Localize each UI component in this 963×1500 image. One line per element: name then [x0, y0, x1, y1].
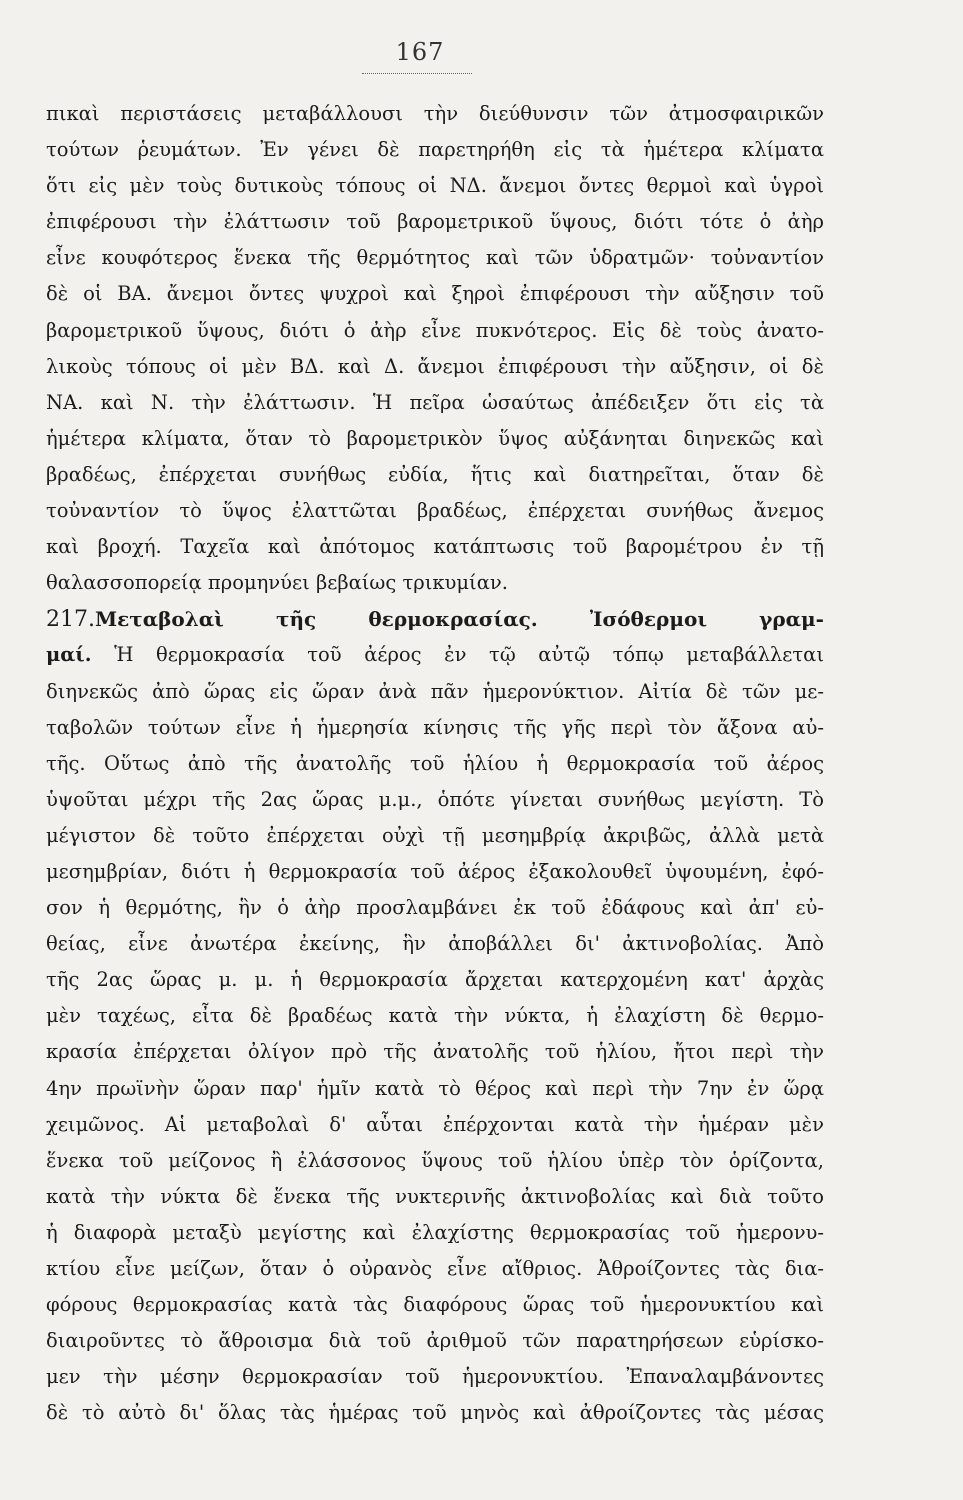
body-text: [46, 96, 824, 1431]
text-line: τούτων ῥευμάτων. Ἐν γένει δὲ παρετηρήθη εἰς τὰ ἡμέτερα κλίματα: [46, 138, 824, 162]
text-line: δὲ τὸ αὐτὸ δι' ὅλας τὰς ἡμέρας τοῦ μηνὸς καὶ ἀθροίζοντες τὰς μέσας: [46, 1401, 824, 1425]
text-line: δὲ οἱ ΒΑ. ἄνεμοι ὄντες ψυχροὶ καὶ ξηροὶ ἐπιφέρουσι τὴν αὔξησιν τοῦ: [46, 282, 824, 306]
section-title: Μεταβολαὶ τῆς θερμοκρασίας. Ἰσόθερμοι γραμ-: [94, 607, 824, 632]
text-line: τοὐναντίον τὸ ὕψος ἐλαττῶται βραδέως, ἐπέρχεται συνήθως ἄνεμος: [46, 499, 824, 523]
section-number: 217.: [46, 607, 95, 633]
text-line: μὲν ταχέως, εἶτα δὲ βραδέως κατὰ τὴν νύκτα, ἡ ἐλαχίστη δὲ θερμο-: [46, 1004, 824, 1028]
text-line: ἡ διαφορὰ μεταξὺ μεγίστης καὶ ἐλαχίστης θερμοκρασίας τοῦ ἡμερονυ-: [46, 1220, 824, 1244]
text-line: μεσημβρίαν, διότι ἡ θερμοκρασία τοῦ ἀέρος ἐξακολουθεῖ ὑψουμένη, ἐφό-: [46, 859, 824, 883]
text-line: ὑψοῦται μέχρι τῆς 2ας ὥρας μ.μ., ὁπότε γίνεται συνήθως μεγίστη. Τὸ: [46, 787, 824, 811]
text-line: λικοὺς τόπους οἱ μὲν ΒΔ. καὶ Δ. ἄνεμοι ἐπιφέρουσι τὴν αὔξησιν, οἱ δὲ: [46, 354, 824, 378]
text-line: μέγιστον δὲ τοῦτο ἐπέρχεται οὐχὶ τῇ μεσημβρίᾳ ἀκριβῶς, ἀλλὰ μετὰ: [46, 823, 824, 847]
text-line: διαιροῦντες τὸ ἄθροισμα διὰ τοῦ ἀριθμοῦ τῶν παρατηρήσεων εὑρίσκο-: [46, 1329, 824, 1353]
text-line: μεν τὴν μέσην θερμοκρασίαν τοῦ ἡμερονυκτίου. Ἐπαναλαμβάνοντες: [46, 1365, 824, 1389]
text-line: τῆς 2ας ὥρας μ. μ. ἡ θερμοκρασία ἄρχεται κατερχομένη κατ' ἀρχὰς: [46, 968, 824, 992]
text-line: ὅτι εἰς μὲν τοὺς δυτικοὺς τόπους οἱ ΝΔ. ἄνεμοι ὄντες θερμοὶ καὶ ὑγροὶ: [46, 174, 824, 198]
text-line: θείας, εἶνε ἀνωτέρα ἐκείνης, ἣν ἀποβάλλει δι' ἀκτινοβολίας. Ἀπὸ: [46, 932, 824, 956]
text-line: φόρους θερμοκρασίας κατὰ τὰς διαφόρους ὥρας τοῦ ἡμερονυκτίου καὶ: [46, 1293, 824, 1317]
text-line: σον ἡ θερμότης, ἣν ὁ ἀὴρ προσλαμβάνει ἐκ τοῦ ἐδάφους καὶ ἀπ' εὐ-: [46, 896, 824, 920]
section-heading-continued: [46, 637, 824, 673]
text-line: κρασία ἐπέρχεται ὀλίγον πρὸ τῆς ἀνατολῆς τοῦ ἡλίου, ἤτοι περὶ τὴν: [46, 1040, 824, 1064]
text-line: ἡμέτερα κλίματα, ὅταν τὸ βαρομετρικὸν ὕψος αὐξάνηται διηνεκῶς καὶ: [46, 426, 824, 450]
text-line: ΝΑ. καὶ Ν. τὴν ἐλάττωσιν. Ἡ πεῖρα ὡσαύτως ἀπέδειξεν ὅτι εἰς τὰ: [46, 390, 824, 414]
page-number: 167: [395, 38, 445, 66]
text-line: βαρομετρικοῦ ὕψους, διότι ὁ ἀὴρ εἶνε πυκνότερος. Εἰς δὲ τοὺς ἀνατο-: [46, 318, 824, 342]
text-line: καὶ βροχή. Ταχεῖα καὶ ἀπότομος κατάπτωσις τοῦ βαρομέτρου ἐν τῇ: [46, 535, 824, 559]
text-line: εἶνε κουφότερος ἕνεκα τῆς θερμότητος καὶ τῶν ὑδρατμῶν· τοὐναντίον: [46, 246, 824, 270]
text-line: ταβολῶν τούτων εἶνε ἡ ἡμερησία κίνησις τῆς γῆς περὶ τὸν ἄξονα αὐ-: [46, 715, 824, 739]
text-line: βραδέως, ἐπέρχεται συνήθως εὐδία, ἥτις καὶ διατηρεῖται, ὅταν δὲ: [46, 462, 824, 486]
text-line: ἐπιφέρουσι τὴν ἐλάττωσιν τοῦ βαρομετρικοῦ ὕψους, διότι τότε ὁ ἀὴρ: [46, 210, 824, 234]
text-line: κτίου εἶνε μείζων, ὅταν ὁ οὐρανὸς εἶνε αἴθριος. Ἀθροίζοντες τὰς δια-: [46, 1257, 824, 1280]
text-line: ἕνεκα τοῦ μείζονος ἢ ἐλάσσονος ὕψους τοῦ ἡλίου ὑπὲρ τὸν ὁρίζοντα,: [46, 1148, 824, 1172]
text-line: κατὰ τὴν νύκτα δὲ ἕνεκα τῆς νυκτερινῆς ἀκτινοβολίας καὶ διὰ τοῦτο: [46, 1184, 824, 1208]
section-heading: [46, 601, 824, 637]
text-line: διηνεκῶς ἀπὸ ὥρας εἰς ὥραν ἀνὰ πᾶν ἡμερονύκτιον. Αἰτία δὲ τῶν με-: [46, 679, 824, 703]
text-line: 4ην πρωϊνὴν ὥραν παρ' ἡμῖν κατὰ τὸ θέρος καὶ περὶ τὴν 7ην ἐν ὥρᾳ: [46, 1076, 824, 1100]
paragraph-start: Ἡ θερμοκρασία τοῦ ἀέρος ἐν τῷ αὐτῷ τόπῳ μεταβάλλεται: [91, 643, 824, 667]
text-line: πικαὶ περιστάσεις μεταβάλλουσι τὴν διεύθυνσιν τῶν ἀτμοσφαιρικῶν: [46, 102, 824, 125]
text-line: χειμῶνος. Αἱ μεταβολαὶ δ' αὗται ἐπέρχονται κατὰ τὴν ἡμέραν μὲν: [46, 1112, 824, 1136]
text-line: τῆς. Οὕτως ἀπὸ τῆς ἀνατολῆς τοῦ ἡλίου ἡ θερμοκρασία τοῦ ἀέρος: [46, 751, 824, 775]
text-line: θαλασσοπορείᾳ προμηνύει βεβαίως τρικυμίαν.: [46, 571, 508, 595]
header-divider: [362, 73, 472, 74]
section-title-continued: μαί.: [46, 643, 92, 667]
